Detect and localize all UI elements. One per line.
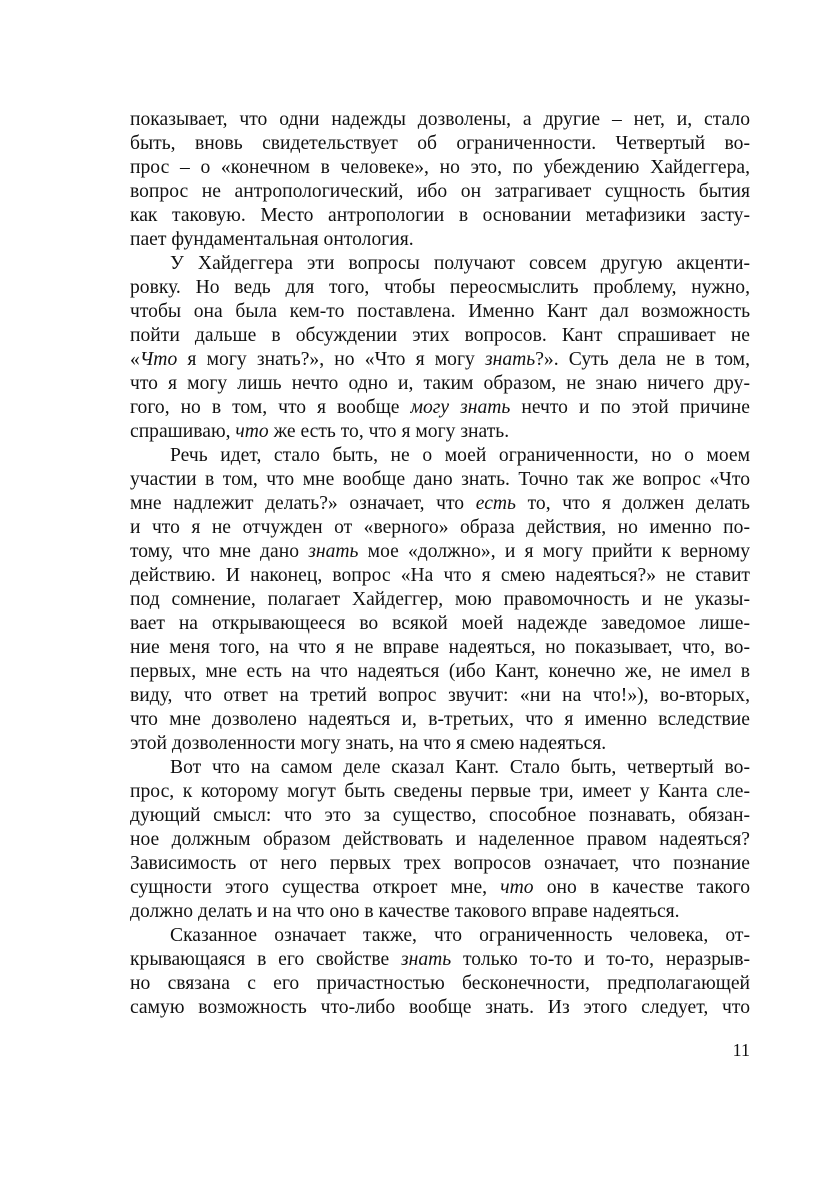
text-line: вает на открывающееся во всякой моей надежде заведомое лише- xyxy=(130,613,750,634)
text-line: показывает, что одни надежды дозволены, а другие – нет, и, стало xyxy=(130,109,750,130)
text-line: «Что я могу знать?», но «Что я могу знать?». Суть дела не в том, xyxy=(130,349,750,370)
paragraph xyxy=(130,444,750,756)
text-line: Вот что на самом деле сказал Кант. Стало быть, четвертый во- xyxy=(170,757,750,778)
text-line: чтобы она была кем-то поставлена. Именно Кант дал возможность xyxy=(130,301,750,322)
text-line: сущности этого существа откроет мне, что оно в качестве такого xyxy=(130,877,750,898)
text-line: прос, к которому могут быть сведены первые три, имеет у Канта сле- xyxy=(130,781,750,802)
text-line: мне надлежит делать?» означает, что есть то, что я должен делать xyxy=(130,493,750,514)
text-line: что я могу лишь нечто одно и, таким образом, не знаю ничего дру- xyxy=(130,373,750,394)
text-line: самую возможность что-либо вообще знать. Из этого следует, что xyxy=(130,997,750,1018)
text-line: ровку. Но ведь для того, чтобы переосмыслить проблему, нужно, xyxy=(130,277,750,298)
text-line: этой дозволенности могу знать, на что я смею надеяться. xyxy=(130,733,607,754)
text-line: Речь идет, стало быть, не о моей ограниченности, но о моем xyxy=(170,445,750,466)
text-line: У Хайдеггера эти вопросы получают совсем другую акценти- xyxy=(170,253,750,274)
text-line: ние меня того, на что я не вправе надеяться, но показывает, что, во- xyxy=(130,637,750,658)
text-line: и что я не отчужден от «верного» образа действия, но именно по- xyxy=(130,517,750,538)
paragraph xyxy=(130,756,750,924)
text-line: Сказанное означает также, что ограниченность человека, от- xyxy=(170,925,750,946)
text-line: дующий смысл: что это за существо, способное познавать, обязан- xyxy=(130,805,750,826)
text-line: виду, что ответ на третий вопрос звучит: «ни на что!»), во-вторых, xyxy=(130,685,750,706)
text-line: как таковую. Место антропологии в основании метафизики засту- xyxy=(130,205,750,226)
paragraph xyxy=(130,252,750,444)
text-line: пойти дальше в обсуждении этих вопросов. Кант спрашивает не xyxy=(130,325,750,346)
text-line: спрашиваю, что же есть то, что я могу знать. xyxy=(130,421,510,442)
text-line: тому, что мне дано знать мое «должно», и я могу прийти к верному xyxy=(130,541,750,562)
text-line: Зависимость от него первых трех вопросов означает, что познание xyxy=(130,853,750,874)
text-line: должно делать и на что оно в качестве такового вправе надеяться. xyxy=(130,901,680,922)
text-line: ное должным образом действовать и наделенное правом надеяться? xyxy=(130,829,750,850)
text-line: быть, вновь свидетельствует об ограниченности. Четвертый во- xyxy=(130,133,750,154)
body-text xyxy=(130,108,750,1020)
text-line: под сомнение, полагает Хайдеггер, мою правомочность и не указы- xyxy=(130,589,750,610)
paragraph xyxy=(130,108,750,252)
text-line: но связана с его причастностью бесконечности, предполагающей xyxy=(130,973,750,994)
text-line: крывающаяся в его свойстве знать только то-то и то-то, неразрыв- xyxy=(130,949,750,970)
text-line: действию. И наконец, вопрос «На что я смею надеяться?» не ставит xyxy=(130,565,750,586)
text-line: вопрос не антропологический, ибо он затрагивает сущность бытия xyxy=(130,181,750,202)
paragraph xyxy=(130,924,750,1020)
text-line: первых, мне есть на что надеяться (ибо Кант, конечно же, не имел в xyxy=(130,661,750,682)
text-line: пает фундаментальная онтология. xyxy=(130,229,414,250)
text-line: гого, но в том, что я вообще могу знать нечто и по этой причине xyxy=(130,397,750,418)
text-line: что мне дозволено надеяться и, в-третьих, что я именно вследствие xyxy=(130,709,750,730)
text-line: прос – о «конечном в человеке», но это, по убеждению Хайдеггера, xyxy=(130,157,750,178)
page-number: 11 xyxy=(732,1040,750,1060)
text-line: участии в том, что мне вообще дано знать. Точно так же вопрос «Что xyxy=(130,469,750,490)
